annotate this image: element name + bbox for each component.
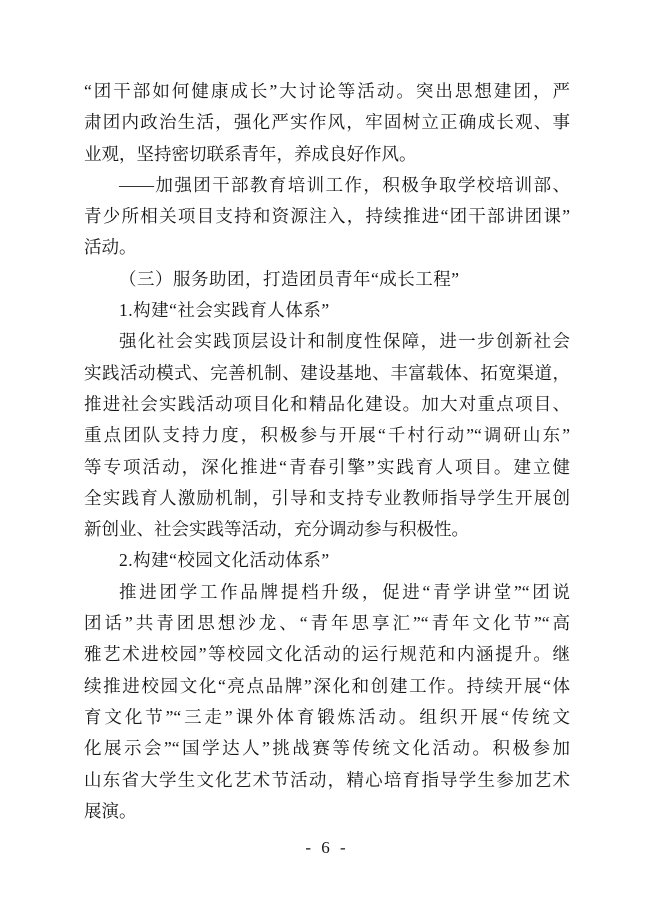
heading-line: 2.构建“校园文化活动体系”: [119, 550, 330, 571]
text-line: 推进社会实践活动项目化和精品化建设。加大对重点项目、: [84, 393, 570, 414]
text-line: 等专项活动，深化推进“青春引擎”实践育人项目。建立健: [84, 456, 570, 477]
text-line: 展演。: [84, 800, 137, 821]
text-line: 肃团内政治生活，强化严实作风，牢固树立正确成长观、事: [84, 112, 570, 133]
text-line: 重点团队支持力度，积极参与开展“千村行动”“调研山东”: [84, 425, 570, 446]
document-body: [84, 76, 570, 827]
text-line: 活动。: [84, 237, 137, 258]
text-line: 山东省大学生文化艺术节活动，精心培育指导学生参加艺术: [84, 769, 570, 790]
text-line: 业观，坚持密切联系青年，养成良好作风。: [84, 143, 417, 164]
text-line: 实践活动模式、完善机制、建设基地、丰富载体、拓宽渠道，: [84, 362, 570, 383]
text-line: 雅艺术进校园”等校园文化活动的运行规范和内涵提升。继: [84, 644, 570, 665]
text-line: 新创业、社会实践等活动，充分调动参与积极性。: [84, 519, 469, 540]
heading-line: 1.构建“社会实践育人体系”: [119, 300, 330, 321]
text-line: 育文化节”“三走”课外体育锻炼活动。组织开展“传统文: [84, 706, 570, 727]
page-number: - 6 -: [305, 838, 349, 857]
text-line: “团干部如何健康成长”大讨论等活动。突出思想建团，严: [84, 81, 570, 101]
text-line: 化展示会”“国学达人”挑战赛等传统文化活动。积极参加: [84, 738, 570, 759]
text-line: 推进团学工作品牌提档升级，促进“青学讲堂”“团说: [119, 581, 570, 602]
text-line: 续推进校园文化“亮点品牌”深化和创建工作。持续开展“体: [84, 675, 570, 696]
heading-line: （三）服务助团，打造团员青年“成长工程”: [119, 268, 460, 289]
text-line: 全实践育人激励机制，引导和支持专业教师指导学生开展创: [84, 487, 570, 508]
text-line: 团话”共青团思想沙龙、“青年思享汇”“青年文化节”“高: [84, 613, 570, 634]
text-line: 青少所相关项目支持和资源注入，持续推进“团干部讲团课”: [84, 206, 570, 227]
text-line: ——加强团干部教育培训工作，积极争取学校培训部、: [119, 174, 570, 195]
text-line: 强化社会实践顶层设计和制度性保障，进一步创新社会: [119, 331, 570, 352]
